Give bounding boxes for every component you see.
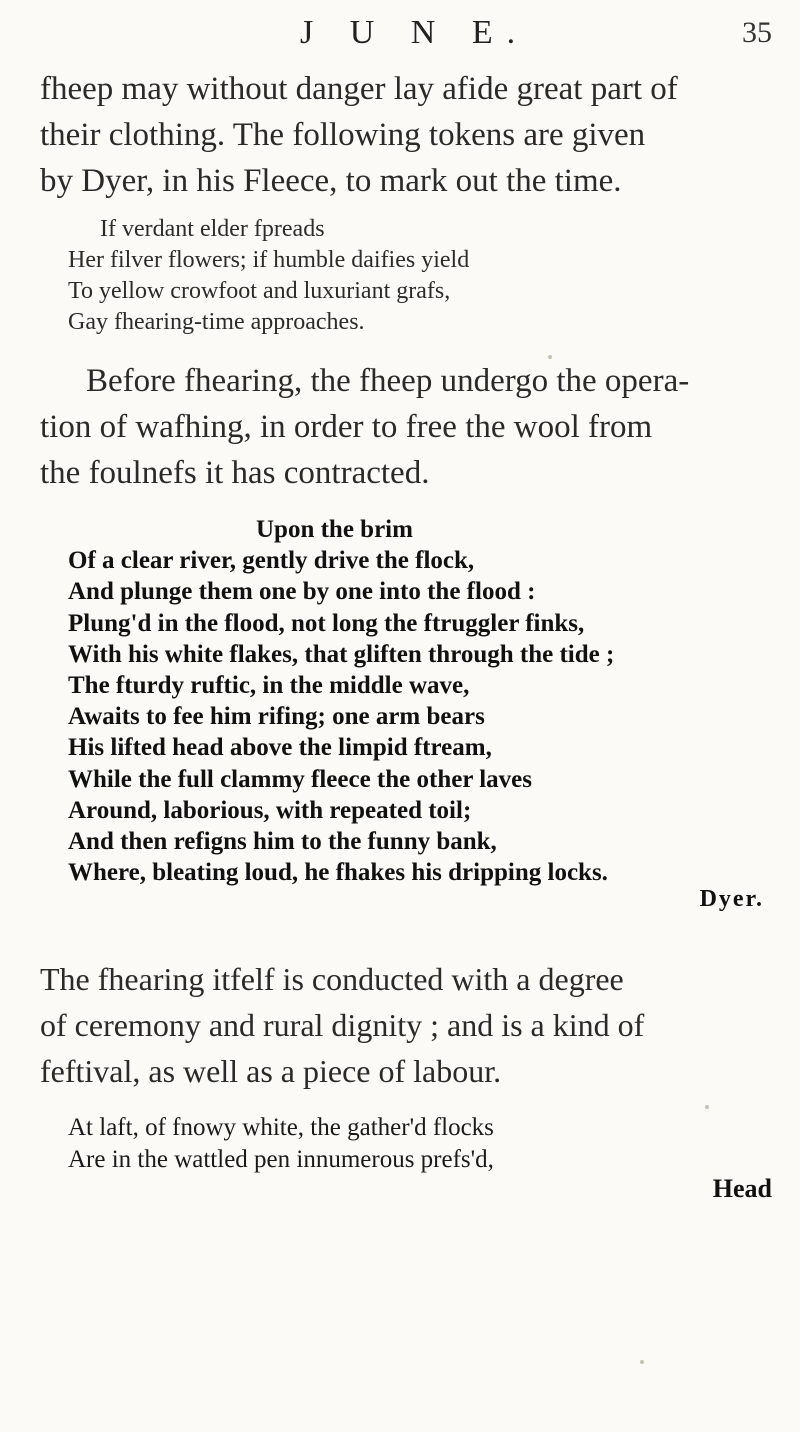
verse-line: With his white flakes, that gliften through the tide ; [68, 640, 615, 668]
paper-speck [705, 1105, 709, 1109]
verse-attribution: Dyer. [699, 886, 764, 912]
paragraph-line: fheep may without danger lay afide great part of [40, 71, 678, 107]
page-number: 35 [742, 16, 772, 49]
verse-line: To yellow crowfoot and luxuriant grafs, [68, 278, 451, 304]
verse-quote-2 [68, 514, 768, 888]
paragraph-3 [40, 956, 780, 1094]
paragraph-line: tion of wafhing, in order to free the wool from [40, 409, 653, 445]
paragraph-line: Before fhearing, the fheep undergo the opera- [86, 363, 690, 399]
paragraph-line: the foulnefs it has contracted. [40, 455, 430, 491]
verse-quote-3 [68, 1112, 768, 1176]
verse-line: Of a clear river, gently drive the flock, [68, 547, 475, 575]
running-title: J U N E. [300, 14, 530, 51]
paragraph-line: their clothing. The following tokens are given [40, 117, 646, 153]
verse-line: Plung'd in the flood, not long the ftruggler finks, [68, 609, 585, 637]
paragraph-line: feftival, as well as a piece of labour. [40, 1053, 502, 1089]
verse-line: If verdant elder fpreads [100, 216, 325, 242]
verse-line: Gay fhearing-time approaches. [68, 309, 365, 335]
verse-line: And then refigns him to the funny bank, [68, 828, 497, 856]
paper-speck [548, 355, 552, 359]
verse-line: And plunge them one by one into the flood : [68, 578, 536, 606]
verse-line: Her filver flowers; if humble daifies yield [68, 247, 470, 273]
verse-line: At laft, of fnowy white, the gather'd flocks [68, 1114, 494, 1141]
running-head [0, 6, 800, 58]
paragraph-line: The fhearing itfelf is conducted with a degree [40, 961, 624, 997]
verse-line: Around, laborious, with repeated toil; [68, 796, 472, 824]
verse-line: The fturdy ruftic, in the middle wave, [68, 672, 470, 700]
paper-speck [640, 1360, 644, 1364]
verse-line: While the full clammy fleece the other laves [68, 765, 533, 793]
paragraph-1 [40, 66, 780, 204]
verse-line: Upon the brim [256, 516, 413, 543]
paragraph-2 [40, 358, 780, 496]
verse-quote-1 [68, 214, 768, 338]
paragraph-line: of ceremony and rural dignity ; and is a kind of [40, 1007, 645, 1043]
verse-line: His lifted head above the limpid ftream, [68, 734, 492, 762]
verse-line: Where, bleating loud, he fhakes his dripping locks. [68, 859, 608, 887]
paragraph-line: by Dyer, in his Fleece, to mark out the time. [40, 163, 622, 199]
catchword: Head [712, 1174, 772, 1203]
verse-line: Are in the wattled pen innumerous prefs'd, [68, 1146, 494, 1173]
verse-line: Awaits to fee him rifing; one arm bears [68, 703, 485, 731]
